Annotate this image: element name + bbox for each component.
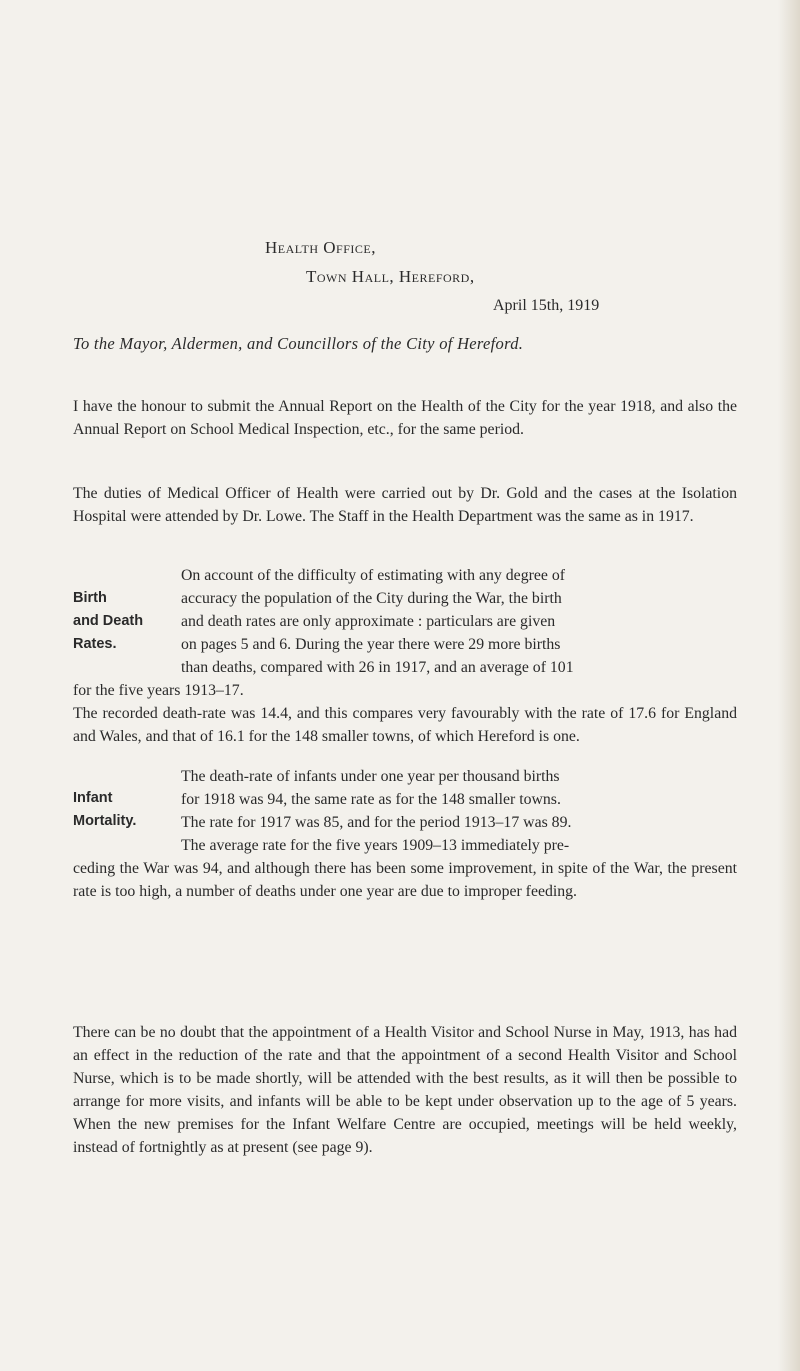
paragraph-line: on pages 5 and 6. During the year there were 29 more births [181, 636, 561, 653]
paragraph-line: ceding the War was 94, and although there has been some improvement, in spite of the War, the present rate is too high, a number of deaths under one year are due to improper feeding. [73, 860, 737, 900]
side-heading-line: Mortality. [73, 813, 137, 829]
intro-paragraph: I have the honour to submit the Annual Report on the Health of the City for the year 1918, and also the Annual Report on School Medical Inspection, etc., for the same period. [73, 398, 737, 438]
side-heading-line: Rates. [73, 636, 117, 652]
health-visitor-paragraph: There can be no doubt that the appointment of a Health Visitor and School Nurse in May, 1913, has had an effect in the reduction of the rate and that the appointment of a second Health Visitor and School Nurse, which is to be made shortly, will be attended with the best results, as it will then be possible to arrange for more visits, and infants will be able to be kept under observation up to the age of 5 years. When the new premises for the Infant Welfare Centre are occupied, meetings will be held weekly, instead of fortnightly as at present (see page 9). [73, 1024, 737, 1156]
side-heading-line: and Death [73, 613, 144, 629]
page-edge-shadow [778, 0, 800, 1371]
side-heading-line: Infant [73, 790, 113, 806]
staff-paragraph: The duties of Medical Officer of Health were carried out by Dr. Gold and the cases at the Isolation Hospital were attended by Dr. Lowe. The Staff in the Health Department was the same as in 1917. [73, 485, 737, 525]
address-line: Town Hall, Hereford, [306, 267, 475, 286]
paragraph-line: for 1918 was 94, the same rate as for the 148 smaller towns. [181, 791, 561, 808]
letter-date: April 15th, 1919 [493, 297, 600, 314]
paragraph-line: The average rate for the five years 1909–13 immediately pre- [181, 837, 570, 854]
addressee-line: To the Mayor, Aldermen, and Councillors of the City of Hereford. [73, 334, 524, 353]
paragraph-line: and death rates are only approximate : particulars are given [181, 613, 556, 630]
paragraph-line: On account of the difficulty of estimating with any degree of [181, 567, 565, 584]
office-heading: Health Office, [265, 238, 376, 257]
paragraph-line: than deaths, compared with 26 in 1917, and an average of 101 [181, 659, 574, 676]
birth-death-paragraph [73, 564, 737, 702]
paragraph-line: The rate for 1917 was 85, and for the period 1913–17 was 89. [181, 814, 572, 831]
paragraph-line: for the five years 1913–17. [73, 682, 244, 699]
death-rate-paragraph: The recorded death-rate was 14.4, and this compares very favourably with the rate of 17.6 for England and Wales, and that of 16.1 for the 148 smaller towns, of which Hereford is one. [73, 705, 737, 745]
side-heading-line: Birth [73, 590, 107, 606]
paragraph-line: The death-rate of infants under one year per thousand births [181, 768, 560, 785]
infant-mortality-paragraph [73, 765, 737, 903]
paragraph-line: accuracy the population of the City during the War, the birth [181, 590, 562, 607]
